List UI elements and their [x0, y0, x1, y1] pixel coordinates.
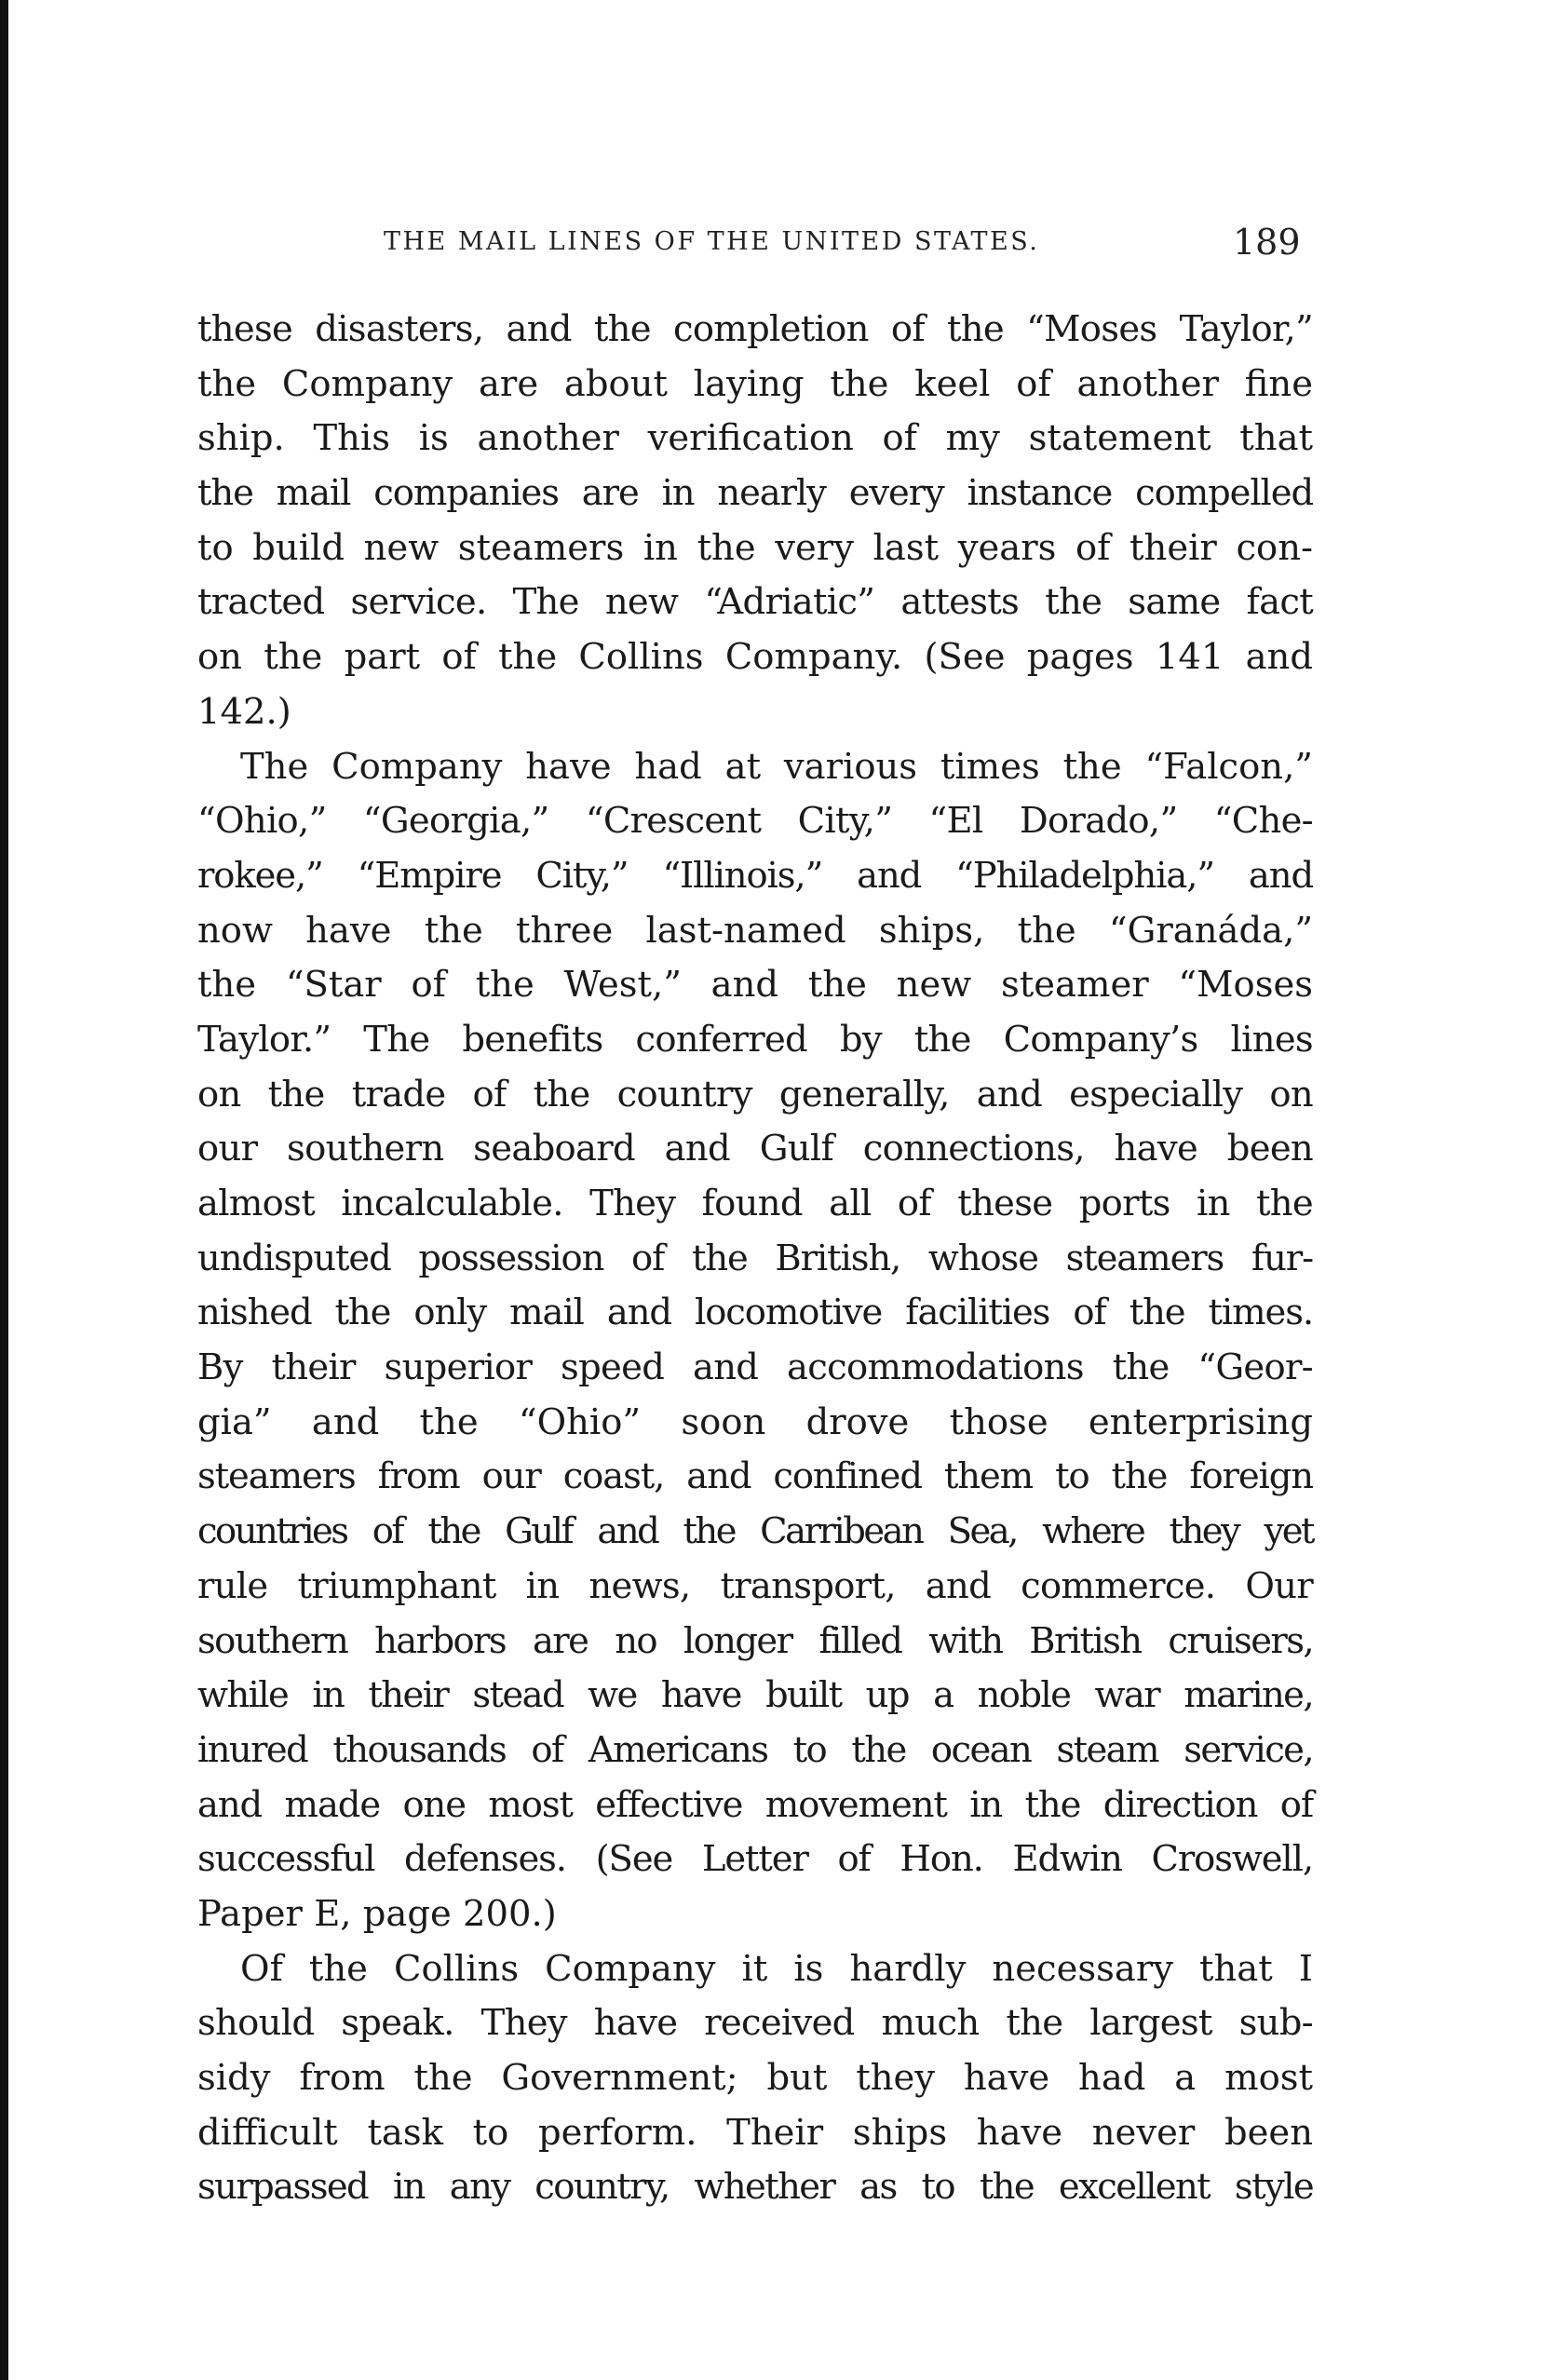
text-line: undisputed possession of the British, whose steamers fur- [197, 1237, 1313, 1279]
text-line: our southern seaboard and Gulf connections, have been [197, 1128, 1313, 1170]
text-line: and made one most effective movement in the direction of [197, 1783, 1313, 1826]
text-line: inured thousands of Americans to the ocean steam service, [197, 1728, 1313, 1771]
text-line: the Company are about laying the keel of another fine [197, 362, 1313, 405]
text-line: steamers from our coast, and confined them to the foreign [197, 1455, 1313, 1498]
text-line: difficult task to perform. Their ships have never been [197, 2111, 1313, 2154]
text-line: almost incalculable. They found all of these ports in the [197, 1183, 1313, 1224]
text-line: rokee,” “Empire City,” “Illinois,” and “Philadelphia,” and [197, 854, 1313, 897]
text-line: while in their stead we have built up a noble war marine, [197, 1674, 1313, 1717]
text-line: rule triumphant in news, transport, and commerce. Our [197, 1564, 1313, 1607]
text-line: southern harbors are no longer filled with British cruisers, [197, 1619, 1313, 1662]
text-line: these disasters, and the completion of the “Moses Taylor,” [197, 308, 1313, 350]
text-line: the mail companies are in nearly every instance compelled [197, 472, 1313, 515]
text-line: “Ohio,” “Georgia,” “Crescent City,” “El Dorado,” “Che- [197, 800, 1313, 843]
text-line: on the trade of the country generally, and especially on [197, 1073, 1313, 1116]
text-line: By their superior speed and accommodations the “Geor- [197, 1346, 1313, 1389]
paragraph-start-line: Of the Collins Company it is hardly necessary that I [240, 1947, 1313, 1990]
running-head [384, 222, 1305, 268]
text-line: now have the three last-named ships, the “Granáda,” [197, 909, 1313, 952]
text-line: gia” and the “Ohio” soon drove those enterprising [197, 1400, 1313, 1443]
text-line: the “Star of the West,” and the new steamer “Moses [197, 964, 1313, 1007]
binding-edge [0, 0, 8, 2380]
page-number: 189 [1233, 222, 1301, 263]
text-line: should speak. They have received much the largest sub- [197, 2002, 1313, 2045]
text-line: Paper E, page 200.) [197, 1892, 557, 1935]
body-text [197, 303, 1313, 2215]
running-title: THE MAIL LINES OF THE UNITED STATES. [384, 227, 1040, 256]
text-line: surpassed in any country, whether as to the excellent style [197, 2166, 1313, 2209]
text-line: sidy from the Government; but they have had a most [197, 2057, 1313, 2099]
text-line: ship. This is another verification of my statement that [197, 417, 1313, 460]
text-line: to build new steamers in the very last years of their con- [197, 526, 1313, 569]
text-line: countries of the Gulf and the Carribean Sea, where they yet [197, 1510, 1313, 1553]
text-line: successful defenses. (See Letter of Hon. Edwin Croswell, [197, 1838, 1313, 1881]
text-line: 142.) [197, 690, 291, 733]
text-line: on the part of the Collins Company. (See pages 141 and [197, 636, 1313, 679]
text-line: tracted service. The new “Adriatic” attests the same fact [197, 581, 1313, 624]
text-line: Taylor.” The benefits conferred by the Company’s lines [197, 1018, 1313, 1061]
paragraph-start-line: The Company have had at various times the “Falcon,” [240, 745, 1313, 788]
text-line: nished the only mail and locomotive facilities of the times. [197, 1291, 1313, 1334]
